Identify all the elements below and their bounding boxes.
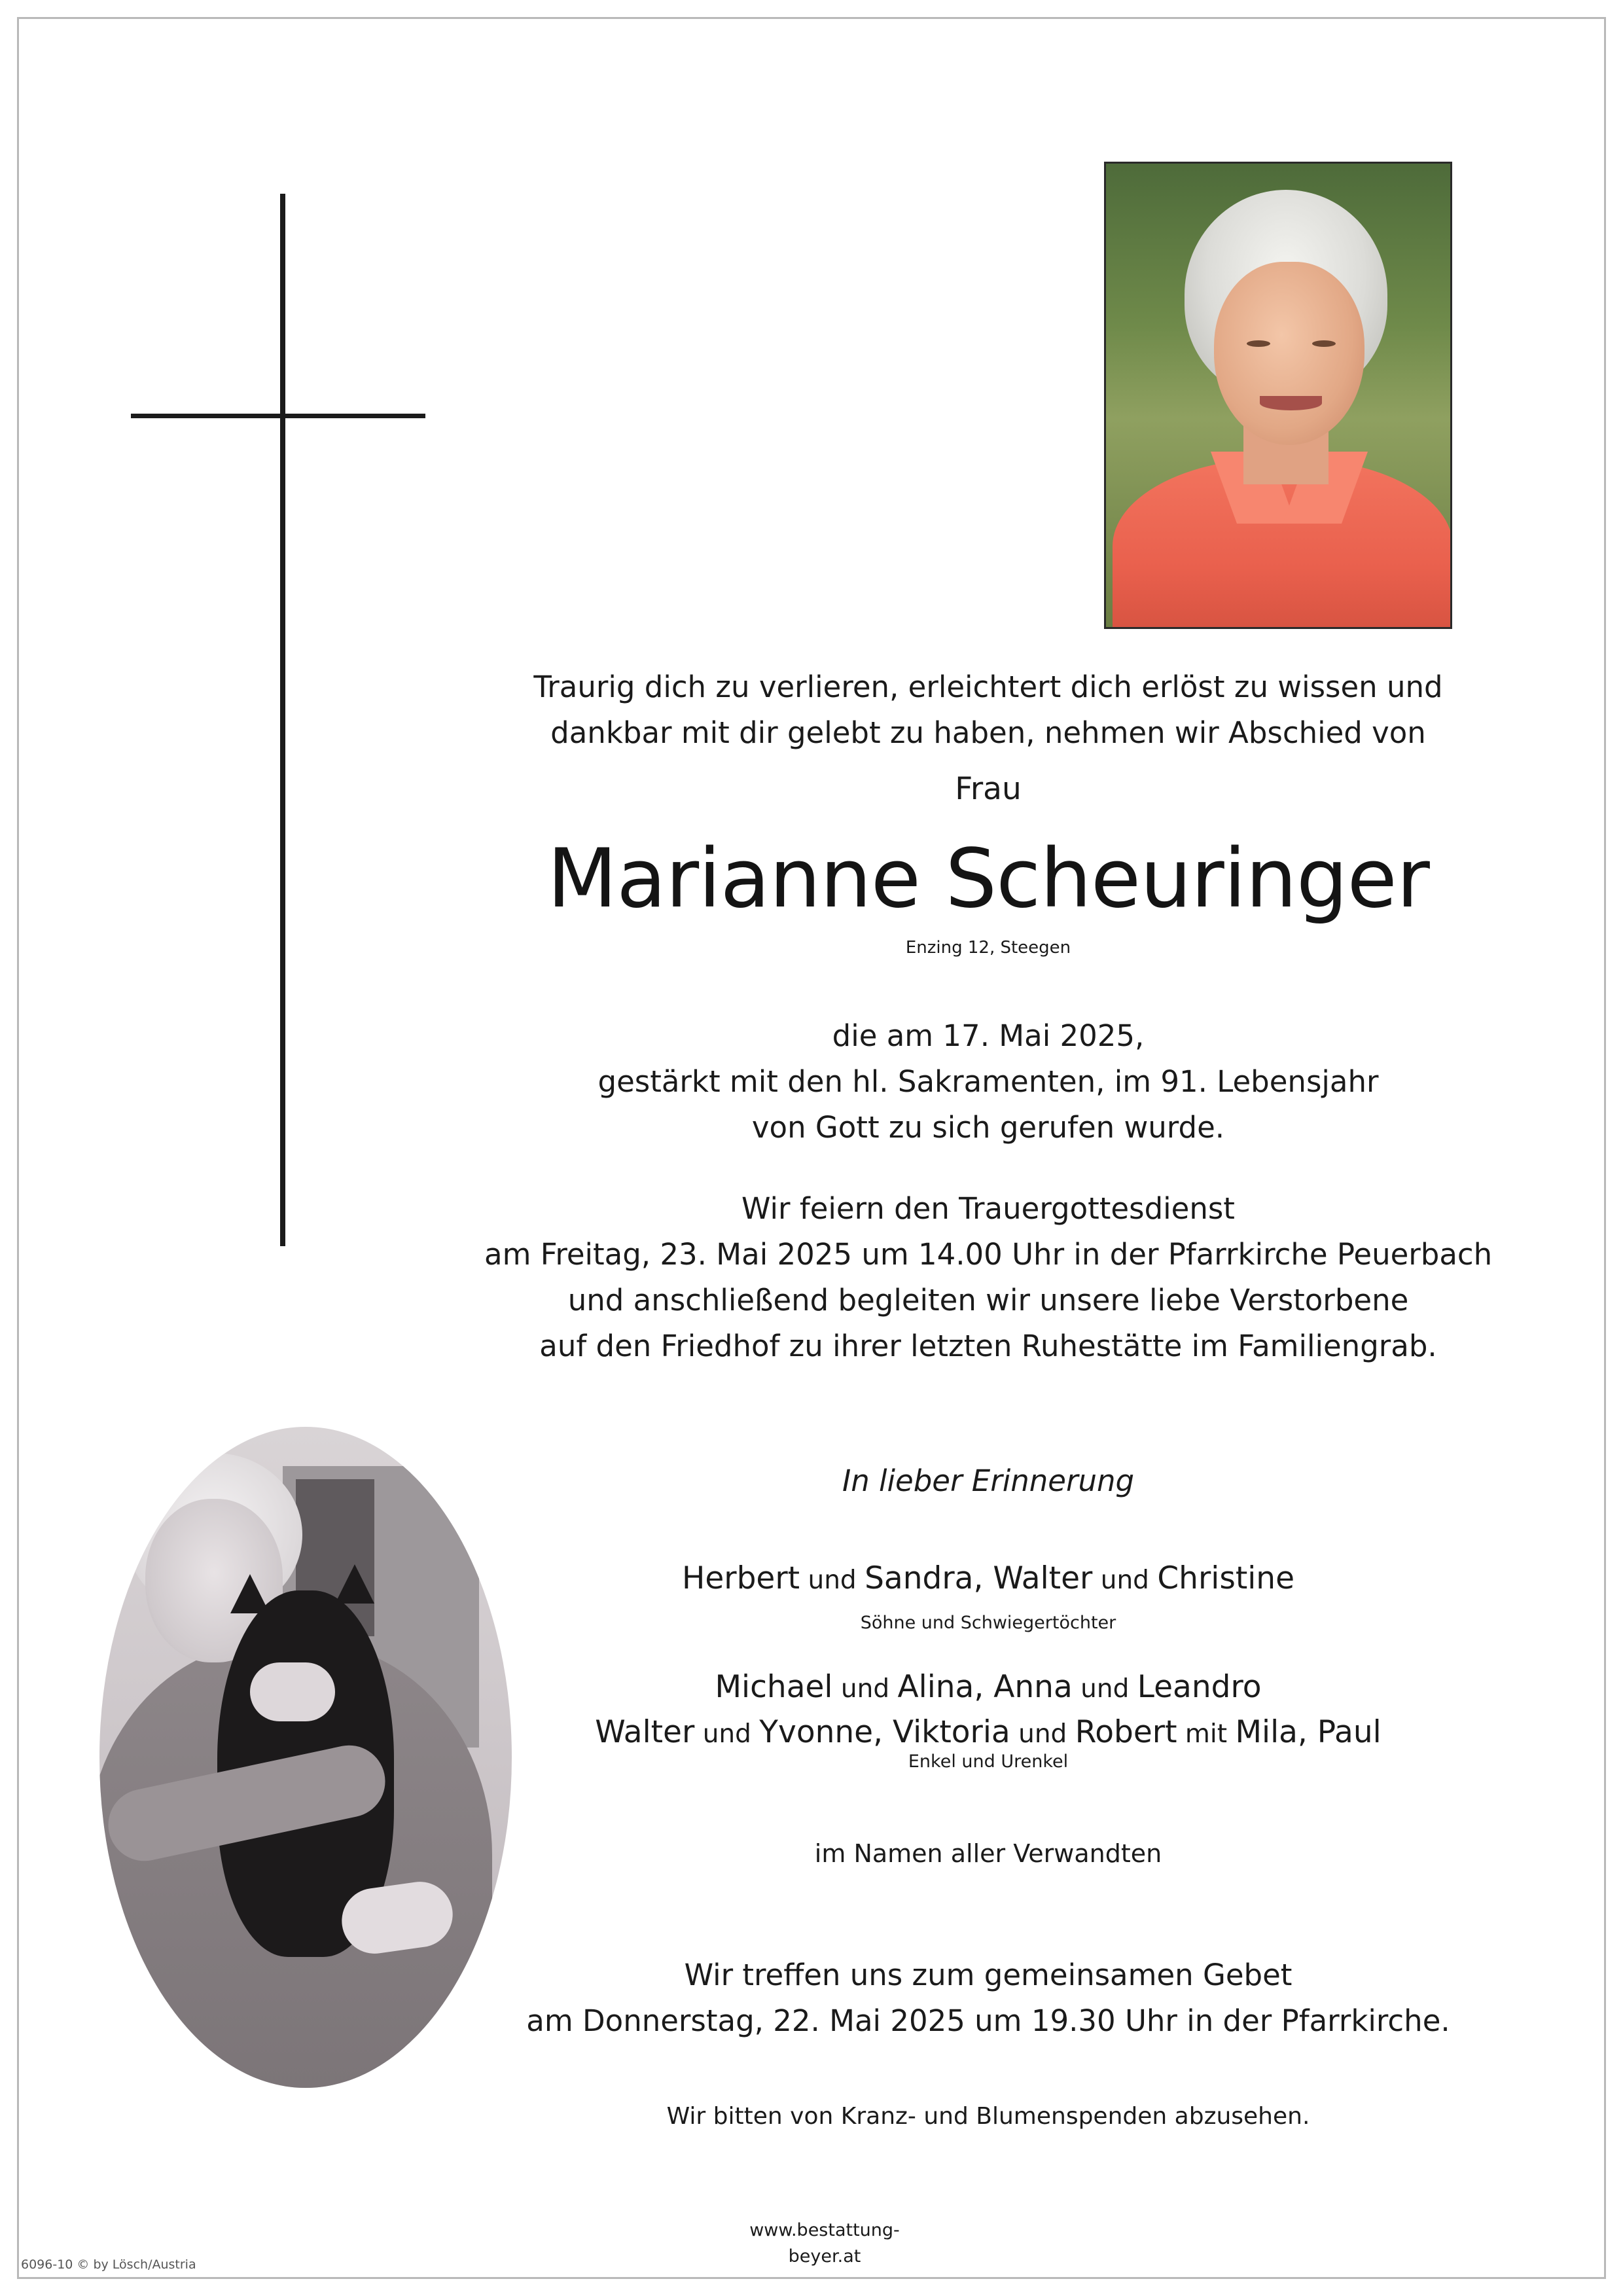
cross-vertical-bar bbox=[280, 194, 285, 1246]
intro-line: dankbar mit dir gelebt zu haben, nehmen wir Abschied von bbox=[550, 715, 1426, 750]
death-notice bbox=[484, 1013, 1492, 1151]
portrait-eye-left bbox=[1247, 340, 1270, 347]
family-name: Robert bbox=[1075, 1714, 1177, 1750]
portrait-face bbox=[1214, 262, 1364, 445]
print-imprint: 6096-10 © by Lösch/Austria bbox=[21, 2257, 196, 2272]
prayer-line: am Donnerstag, 22. Mai 2025 um 19.30 Uhr in der Pfarrkirche. bbox=[526, 2003, 1450, 2038]
family-conjunction: und bbox=[1072, 1674, 1137, 1704]
family-conjunction: und bbox=[832, 1674, 898, 1704]
family-sons-relation: Söhne und Schwiegertöchter bbox=[860, 1613, 1116, 1633]
prayer-info bbox=[484, 1952, 1492, 2044]
portrait-eye-right bbox=[1312, 340, 1336, 347]
family-name: Mila, Paul bbox=[1235, 1714, 1382, 1750]
family-name: Alina, Anna bbox=[897, 1669, 1073, 1705]
service-line: Wir feiern den Trauergottesdienst bbox=[741, 1191, 1235, 1226]
family-name: Sandra, Walter bbox=[865, 1560, 1093, 1596]
intro-text bbox=[484, 664, 1492, 756]
portrait-mouth bbox=[1260, 396, 1322, 410]
deceased-address: Enzing 12, Steegen bbox=[905, 938, 1071, 958]
service-line: auf den Friedhof zu ihrer letzten Ruhestätte im Familiengrab. bbox=[539, 1329, 1437, 1363]
family-sons bbox=[484, 1559, 1492, 1600]
family-name: Christine bbox=[1157, 1560, 1295, 1596]
cross-horizontal-bar bbox=[131, 414, 425, 418]
death-line: die am 17. Mai 2025, bbox=[832, 1018, 1145, 1053]
family-conjunction: und bbox=[800, 1566, 865, 1595]
family-line bbox=[484, 1666, 1492, 1711]
oval-photo-with-cat bbox=[99, 1427, 512, 2088]
death-line: von Gott zu sich gerufen wurde. bbox=[751, 1110, 1225, 1145]
portrait-photo bbox=[1104, 162, 1452, 629]
oval-photo-hand-upper bbox=[250, 1662, 335, 1721]
oval-photo-cat-ear-right bbox=[335, 1564, 374, 1604]
deceased-name: Marianne Scheuringer bbox=[547, 832, 1429, 926]
salutation: Frau bbox=[955, 771, 1022, 807]
family-conjunction: mit bbox=[1177, 1719, 1236, 1749]
service-line: und anschließend begleiten wir unsere liebe Verstorbene bbox=[567, 1283, 1409, 1318]
family-name: Michael bbox=[715, 1669, 833, 1705]
family-conjunction: und bbox=[1010, 1719, 1075, 1749]
family-name: Walter bbox=[595, 1714, 695, 1750]
family-conjunction: und bbox=[694, 1719, 760, 1749]
family-conjunction: und bbox=[1092, 1566, 1158, 1595]
memory-heading: In lieber Erinnerung bbox=[842, 1463, 1135, 1498]
family-grandchildren-relation: Enkel und Urenkel bbox=[908, 1751, 1069, 1772]
service-info bbox=[484, 1186, 1492, 1369]
behalf-line: im Namen aller Verwandten bbox=[814, 1839, 1162, 1868]
family-grandchildren bbox=[484, 1666, 1492, 1756]
family-name: Leandro bbox=[1137, 1669, 1262, 1705]
intro-line: Traurig dich zu verlieren, erleichtert dich erlöst zu wissen und bbox=[533, 670, 1443, 704]
death-line: gestärkt mit den hl. Sakramenten, im 91. Lebensjahr bbox=[597, 1064, 1379, 1099]
family-name: Herbert bbox=[681, 1560, 800, 1596]
service-line: am Freitag, 23. Mai 2025 um 14.00 Uhr in der Pfarrkirche Peuerbach bbox=[484, 1237, 1493, 1272]
family-name: Yvonne, Viktoria bbox=[759, 1714, 1010, 1750]
donation-note: Wir bitten von Kranz- und Blumenspenden abzusehen. bbox=[666, 2103, 1310, 2130]
prayer-line: Wir treffen uns zum gemeinsamen Gebet bbox=[684, 1958, 1293, 1992]
funeral-home-website[interactable]: www.bestattung-beyer.at bbox=[749, 2220, 900, 2267]
